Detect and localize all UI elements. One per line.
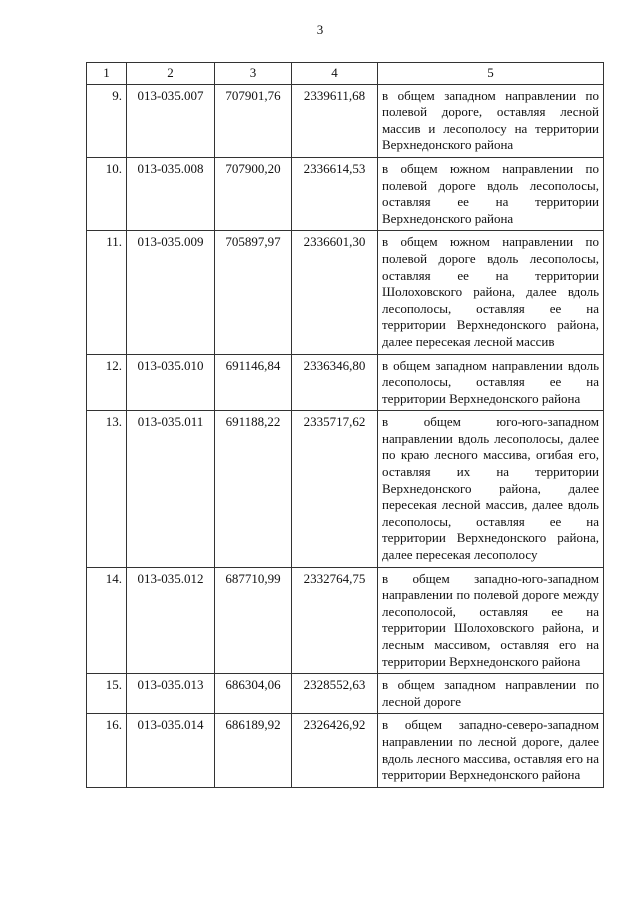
column-header: 5 — [378, 63, 604, 85]
row-number: 14. — [87, 567, 127, 674]
coordinate-y: 2326426,92 — [292, 714, 378, 787]
row-number: 9. — [87, 84, 127, 157]
point-code: 013-035.012 — [127, 567, 215, 674]
point-code: 013-035.013 — [127, 674, 215, 714]
point-code: 013-035.011 — [127, 411, 215, 567]
row-number: 16. — [87, 714, 127, 787]
point-code: 013-035.007 — [127, 84, 215, 157]
boundary-description: в общем юго-юго-западном направлении вдоль лесополосы, далее по краю лесного массива, огибая его, оставляя их на территории Верхнедонского района, далее пересекая лесной массив, далее вдоль лесополосы, оставляя ее на территории Верхнедонского района, далее пересекая лесополосу — [378, 411, 604, 567]
coordinate-y: 2336614,53 — [292, 157, 378, 230]
table-row — [87, 674, 604, 714]
row-number: 12. — [87, 354, 127, 411]
coordinate-x: 686304,06 — [215, 674, 292, 714]
boundary-description: в общем южном направлении по полевой дороге вдоль лесополосы, оставляя ее на территории Верхнедонского района — [378, 157, 604, 230]
row-number: 10. — [87, 157, 127, 230]
coordinate-x: 687710,99 — [215, 567, 292, 674]
coordinate-y: 2336601,30 — [292, 231, 378, 354]
point-code: 013-035.014 — [127, 714, 215, 787]
coordinate-y: 2328552,63 — [292, 674, 378, 714]
boundary-points-table — [86, 62, 604, 788]
coordinate-x: 691146,84 — [215, 354, 292, 411]
boundary-description: в общем западно-юго-западном направлении по полевой дороге между лесополосой, оставляя ее на территории Шолоховского района, и лесным массивом, оставляя его на территории Верхнедонского района — [378, 567, 604, 674]
table-header-row — [87, 63, 604, 85]
row-number: 13. — [87, 411, 127, 567]
coordinate-y: 2339611,68 — [292, 84, 378, 157]
coordinate-x: 705897,97 — [215, 231, 292, 354]
row-number: 11. — [87, 231, 127, 354]
coordinate-x: 686189,92 — [215, 714, 292, 787]
coordinate-x: 691188,22 — [215, 411, 292, 567]
coordinate-x: 707900,20 — [215, 157, 292, 230]
table-row — [87, 157, 604, 230]
row-number: 15. — [87, 674, 127, 714]
coordinate-x: 707901,76 — [215, 84, 292, 157]
coordinate-y: 2335717,62 — [292, 411, 378, 567]
table-row — [87, 714, 604, 787]
column-header: 4 — [292, 63, 378, 85]
boundary-description: в общем западном направлении по лесной дороге — [378, 674, 604, 714]
boundary-description: в общем западном направлении вдоль лесополосы, оставляя ее на территории Верхнедонского района — [378, 354, 604, 411]
point-code: 013-035.009 — [127, 231, 215, 354]
column-header: 2 — [127, 63, 215, 85]
column-header: 3 — [215, 63, 292, 85]
column-header: 1 — [87, 63, 127, 85]
boundary-description: в общем западно-северо-западном направлении по лесной дороге, далее вдоль лесного массива, оставляя его на территории Верхнедонского района — [378, 714, 604, 787]
boundary-description: в общем западном направлении по полевой дороге, оставляя лесной массив и лесополосу на территории Верхнедонского района — [378, 84, 604, 157]
coordinate-y: 2332764,75 — [292, 567, 378, 674]
table-row — [87, 354, 604, 411]
table-row — [87, 411, 604, 567]
coordinate-y: 2336346,80 — [292, 354, 378, 411]
table-row — [87, 567, 604, 674]
point-code: 013-035.008 — [127, 157, 215, 230]
page-number: 3 — [316, 22, 324, 37]
table-row — [87, 231, 604, 354]
table-row — [87, 84, 604, 157]
point-code: 013-035.010 — [127, 354, 215, 411]
boundary-description: в общем южном направлении по полевой дороге вдоль лесополосы, оставляя ее на территории Шолоховского района, далее вдоль лесополосы, оставляя ее на территории Верхнедонского района, далее пересекая лесной массив — [378, 231, 604, 354]
